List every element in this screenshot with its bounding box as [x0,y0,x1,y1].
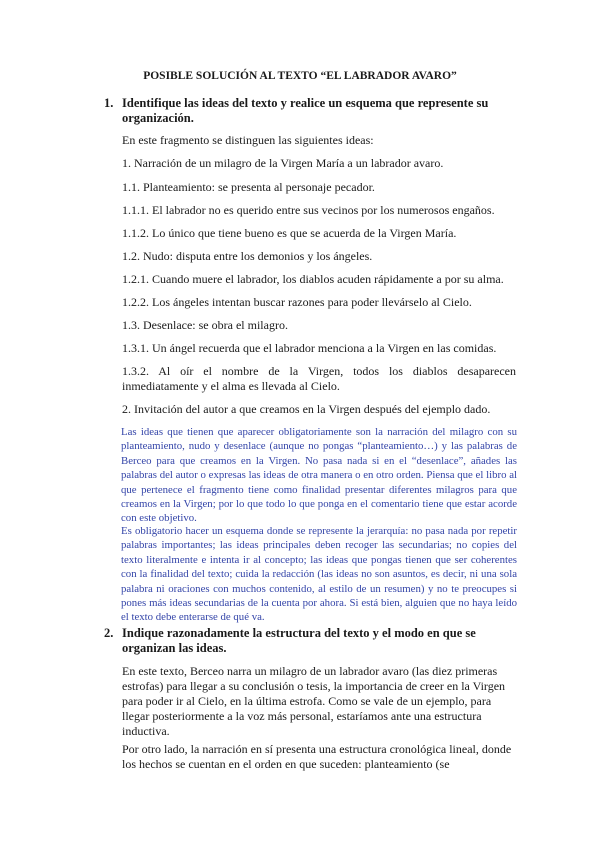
intro-paragraph: En este fragmento se distinguen las siguientes ideas: [122,133,374,147]
teacher-note-scheme: Es obligatorio hacer un esquema donde se represente la jerarquía: no pasa nada por repetir palabras importantes; las ideas principales deben recoger las secundarias; no copies del texto literalmente e intenta ir al concepto; las ideas que pongas tienen que ser coherentes con la finalidad del texto; cuida la redacción (las ideas no son asuntos, es decir, ni una sola palabra ni oraciones con muchos contenido, al estilo de un resumen) y no te preocupes si pones más ideas secundarias de la cuenta por ahora. Si está bien, alguien que no haya leído el texto debe enterarse de qué va. [121,525,517,624]
question-2-number: 2. [104,626,114,640]
outline-item: 1.1. Planteamiento: se presenta al personaje pecador. [122,180,375,194]
outline-item: 1.1.2. Lo único que tiene bueno es que se acuerda de la Virgen María. [122,226,457,240]
outline-item: 1.3.1. Un ángel recuerda que el labrador menciona a la Virgen en las comidas. [122,341,497,355]
outline-item: 1.1.1. El labrador no es querido entre sus vecinos por los numerosos engaños. [122,203,495,217]
outline-item: 1.2.1. Cuando muere el labrador, los diablos acuden rápidamente a por su alma. [122,272,504,286]
teacher-note-ideas: Las ideas que tienen que aparecer obligatoriamente son la narración del milagro con su planteamiento, nudo y desenlace (aunque no pongas “planteamiento…) y las palabras de Berceo para que creamos en la Virgen. No pasa nada si en el “desenlace”, añades las palabras del autor o expresas las ideas de otra manera o en otro orden. Piensa que el libro al que pertenece el fragmento tiene como finalidad presentar diferentes milagros para que creamos en la Virgen; por lo que todo lo que ponga en el comentario tiene que estar acorde con este objetivo. [121,426,517,525]
document-title: POSIBLE SOLUCIÓN AL TEXTO “EL LABRADOR AVARO” [143,70,457,82]
outline-item: 1. Narración de un milagro de la Virgen María a un labrador avaro. [122,156,444,170]
answer-2-paragraph-2: Por otro lado, la narración en sí presenta una estructura cronológica lineal, donde los hechos se cuentan en el orden en que suceden: planteamiento (se [122,742,512,771]
answer-2-paragraph-1: En este texto, Berceo narra un milagro de un labrador avaro (las diez primeras estrofas) para llegar a su conclusión o tesis, la importancia de creer en la Virgen para poder ir al Cielo, en la última estrofa. Como se vale de un ejemplo, para llegar posteriormente a la voz más personal, estaríamos ante una estructura inductiva. [122,664,506,738]
question-1-number: 1. [104,96,114,110]
question-2-text: Indique razonadamente la estructura del texto y el modo en que se organizan las ideas. [122,626,476,655]
outline-item: 1.2. Nudo: disputa entre los demonios y los ángeles. [122,249,373,263]
outline-item: 1.3.2. Al oír el nombre de la Virgen, todos los diablos desaparecen inmediatamente y el alma es llevada al Cielo. [122,364,516,393]
outline-item: 1.2.2. Los ángeles intentan buscar razones para poder llevárselo al Cielo. [122,295,472,309]
question-1-text: Identifique las ideas del texto y realice un esquema que represente su organización. [122,96,489,125]
outline-item: 1.3. Desenlace: se obra el milagro. [122,318,288,332]
outline-item: 2. Invitación del autor a que creamos en la Virgen después del ejemplo dado. [122,402,491,416]
